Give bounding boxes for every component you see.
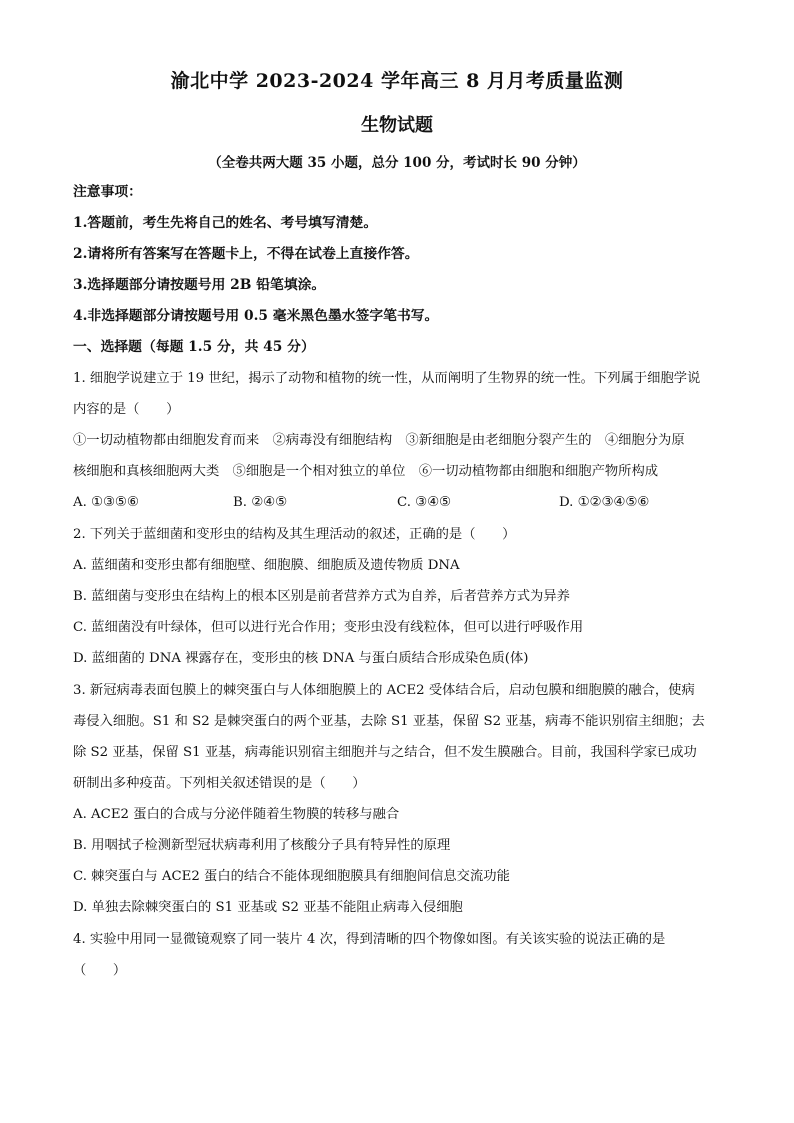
q1-option-d: D. ①②③④⑤⑥ bbox=[559, 495, 650, 510]
section-heading: 一、选择题（每题 1.5 分，共 45 分） bbox=[73, 339, 315, 355]
notice-heading: 注意事项： bbox=[73, 184, 142, 200]
q1-stem-line-1: 1. 细胞学说建立于 19 世纪，揭示了动物和植物的统一性，从而阐明了生物界的统一性。下列属于细胞学说 bbox=[73, 371, 701, 386]
q1-statement-line-1: ①一切动植物都由细胞发育而来 ②病毒没有细胞结构 ③新细胞是由老细胞分裂产生的 ④细胞分为原 bbox=[73, 433, 685, 448]
notice-item-4: 4.非选择题部分请按题号用 0.5 毫米黑色墨水签字笔书写。 bbox=[73, 308, 439, 324]
q3-stem-line-1: 3. 新冠病毒表面包膜上的棘突蛋白与人体细胞膜上的 ACE2 受体结合后，启动包膜和细胞膜的融合，使病 bbox=[73, 683, 695, 698]
q1-stem-line-2: 内容的是（ ） bbox=[73, 402, 180, 417]
notice-item-2: 2.请将所有答案写在答题卡上，不得在试卷上直接作答。 bbox=[73, 246, 419, 262]
q3-option-d: D. 单独去除棘突蛋白的 S1 亚基或 S2 亚基不能阻止病毒入侵细胞 bbox=[73, 900, 463, 915]
exam-title: 渝北中学 2023-2024 学年高三 8 月月考质量监测 bbox=[170, 70, 624, 92]
q2-option-b: B. 蓝细菌与变形虫在结构上的根本区别是前者营养方式为自养，后者营养方式为异养 bbox=[73, 589, 570, 604]
exam-info: （全卷共两大题 35 小题，总分 100 分，考试时长 90 分钟） bbox=[208, 155, 586, 171]
q3-stem-line-3: 除 S2 亚基，保留 S1 亚基，病毒能识别宿主细胞并与之结合，但不发生膜融合。目前，我国科学家已成功 bbox=[73, 745, 697, 760]
q3-stem-line-4: 研制出多种疫苗。下列相关叙述错误的是（ ） bbox=[73, 776, 366, 791]
q1-option-c: C. ③④⑤ bbox=[397, 495, 451, 510]
q3-stem-line-2: 毒侵入细胞。S1 和 S2 是棘突蛋白的两个亚基，去除 S1 亚基，保留 S2 亚基，病毒不能识别宿主细胞；去 bbox=[73, 714, 705, 729]
q2-option-d: D. 蓝细菌的 DNA 裸露存在，变形虫的核 DNA 与蛋白质结合形成染色质(体) bbox=[73, 651, 529, 666]
subject-title: 生物试题 bbox=[361, 115, 433, 136]
q3-option-b: B. 用咽拭子检测新型冠状病毒利用了核酸分子具有特异性的原理 bbox=[73, 838, 451, 853]
q1-option-b: B. ②④⑤ bbox=[233, 495, 287, 510]
notice-item-1: 1.答题前，考生先将自己的姓名、考号填写清楚。 bbox=[73, 215, 378, 231]
q3-option-c: C. 棘突蛋白与 ACE2 蛋白的结合不能体现细胞膜具有细胞间信息交流功能 bbox=[73, 869, 510, 884]
q4-stem-line-1: 4. 实验中用同一显微镜观察了同一装片 4 次，得到清晰的四个物像如图。有关该实验的说法正确的是 bbox=[73, 932, 666, 947]
q2-option-a: A. 蓝细菌和变形虫都有细胞壁、细胞膜、细胞质及遗传物质 DNA bbox=[73, 558, 460, 573]
q4-stem-line-2: （ ） bbox=[73, 963, 127, 978]
q2-stem: 2. 下列关于蓝细菌和变形虫的结构及其生理活动的叙述，正确的是（ ） bbox=[73, 527, 516, 542]
q2-option-c: C. 蓝细菌没有叶绿体，但可以进行光合作用；变形虫没有线粒体，但可以进行呼吸作用 bbox=[73, 620, 584, 635]
q1-option-a: A. ①③⑤⑥ bbox=[73, 495, 139, 510]
q1-statement-line-2: 核细胞和真核细胞两大类 ⑤细胞是一个相对独立的单位 ⑥一切动植物都由细胞和细胞产物所构成 bbox=[73, 464, 659, 479]
notice-item-3: 3.选择题部分请按题号用 2B 铅笔填涂。 bbox=[73, 277, 326, 293]
q3-option-a: A. ACE2 蛋白的合成与分泌伴随着生物膜的转移与融合 bbox=[73, 807, 400, 822]
